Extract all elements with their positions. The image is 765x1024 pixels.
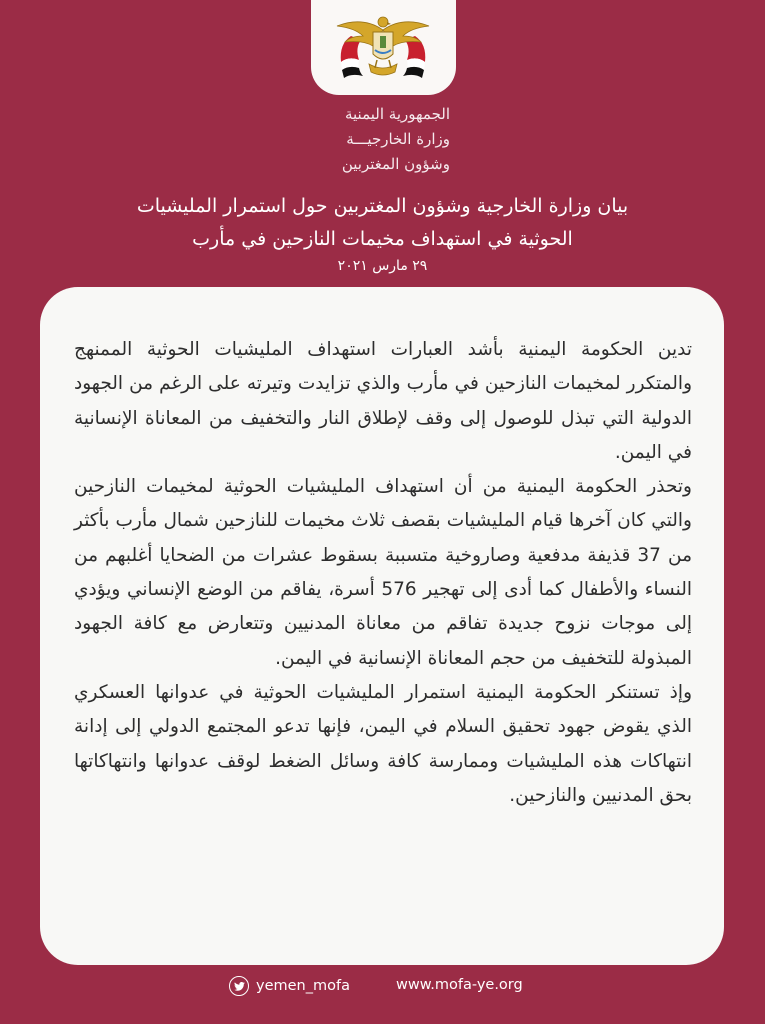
statement-date: ٢٩ مارس ٢٠٢١ [337,258,428,274]
twitter-handle: yemen_mofa [256,978,350,994]
title-line-1: بيان وزارة الخارجية وشؤون المغتربين حول استمرار المليشيات [136,195,629,217]
footer [0,976,765,1002]
paragraph-2: وتحذر الحكومة اليمنية من أن استهداف المليشيات الحوثية لمخيمات النازحين والتي كان آخرها قيام المليشيات بقصف ثلاث مخيمات للنازحين شمال مأرب بأكثر من 37 قذيفة مدفعية وصاروخية متسببة بسقوط عشرات من الضحايا أغلبهم من النساء والأطفال كما أدى إلى تهجير 576 أسرة، يفاقم من الوضع الإنساني ويؤدي إلى موجات نزوح جديدة تفاقم من معاناة المدنيين وتتعارض مع كافة الجهود المبذولة للتخفيف من حجم المعاناة الإنسانية في اليمن. [74,476,693,669]
twitter-bird-icon [229,976,249,996]
twitter-link[interactable] [229,976,350,996]
paragraph-3: وإذ تستنكر الحكومة اليمنية استمرار المليشيات الحوثية في عدوانها العسكري الذي يقوض جهود تحقيق السلام في اليمن، فإنها تدعو المجتمع الدولي إلى إدانة انتهاكات هذه المليشيات وممارسة كافة وسائل الضغط لوقف عدوانها وانتهاكاتها بحق المدنيين والنازحين. [74,681,692,806]
expatriates-line: وشؤون المغتربين [341,155,450,173]
country-name: الجمهورية اليمنية [344,105,450,123]
ministry-name [290,102,450,177]
paragraph-1: تدين الحكومة اليمنية بأشد العبارات استهداف المليشيات الحوثية الممنهج والمتكرر لمخيمات النازحين في مأرب والذي تزايدت وتيرته على الرغم من الجهود الدولية التي تبذل للوصول إلى وقف لإطلاق النار والتخفيف من المعاناة الإنسانية في اليمن. [74,339,692,463]
website-link[interactable]: www.mofa-ye.org [396,977,523,993]
ministry-line: وزارة الخارجيـــة [346,130,450,148]
title-line-2: الحوثية في استهداف مخيمات النازحين في مأرب [192,228,573,250]
emblem-tab [311,0,456,95]
statement-title [60,190,705,256]
yemen-eagle-emblem-icon [329,10,437,82]
statement-body [74,333,692,813]
